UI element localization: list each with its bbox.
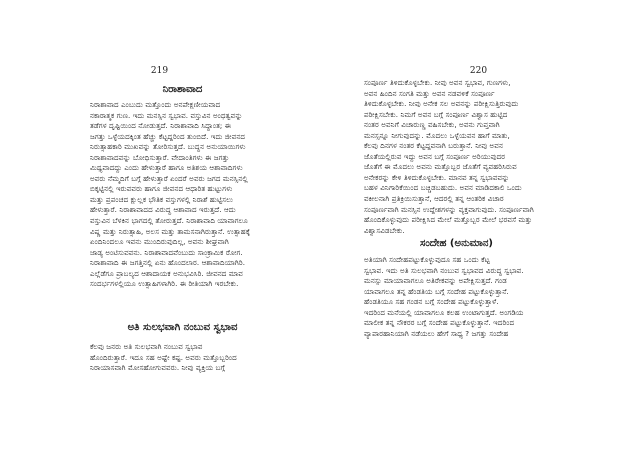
text-line: ಜಾಡ್ಯ ಅಂಟಿಸುವವನು. ನಿರಾಶಾವಾದವೆಂಬುದು ಸಾಂಕ್ರಾಮಿಕ ರೋಗ. xyxy=(90,247,243,257)
paragraph xyxy=(90,342,275,374)
page-number: 220 xyxy=(469,66,488,76)
text-line: ಸಂದರ್ಭಗಳಲ್ಲಿಯೂ ಉತ್ಸಾಹಿಗಳಾಗಿರಿ. ಈ ರೀತಿಯಾಗಿ ಇರಬೇಕು. xyxy=(90,279,239,289)
text-line: ಸ್ವಭಾವ. ಇದು ಅತಿ ಸುಲಭವಾಗಿ ನಂಬುವ ಸ್ವಭಾವದ ವಿರುದ್ಧ ಸ್ವಭಾವ. xyxy=(364,265,524,275)
text-line: ಸಂಪೂರ್ಣ ತಿಳಿದುಕೊಳ್ಳಬೇಕು. ನೀವು ಅವನ ಸ್ವಭಾವ, ಗುಣಗಳು, xyxy=(364,78,511,87)
text-line: ನಿರಾಶಾವಾದವನ್ನು ಬೋಧಿಸುತ್ತಾರೆ. ವೇದಾಂತಿಗಳು ಈ ಜಗತ್ತು xyxy=(90,152,230,162)
text-line: ನಂತರ ಅವನಿಗೆ ವಿಚಾರುಣ್ಣ ವಹಿಸಬೇಕು, ಅವನು ಗುಪ್ತವಾಗಿ xyxy=(364,120,500,130)
text-line: ಯಾವಾಗಲೂ ತನ್ನ ಹೆಂಡತಿಯ ಬಗ್ಗೆ ಸಂದೇಹ ಪಟ್ಟುಕೊಳ್ಳುತ್ತಾನೆ. xyxy=(364,286,509,296)
text-line: ಹೆಂಡತಿಯೂ ಸಹ ಗಂಡನ ಬಗ್ಗೆ ಸಂದೇಹ ಪಟ್ಟುಕೊಳ್ಳುತ್ತಾಳೆ. xyxy=(364,297,499,307)
text-line: ಇದರಿಂದ ಮನೆಯಲ್ಲಿ ಯಾವಾಗಲೂ ಕಲಹ ಉಂಟಾಗುತ್ತದೆ. ಅಂಗಡಿಯ xyxy=(364,307,524,317)
text-line: ಕೆಲವು ದಿನಗಳ ನಂತರ ಕೆಟ್ಟದ್ದವನಾಗಿ ಬರುತ್ತಾನೆ. ನೀವು ಅವನ xyxy=(364,141,504,151)
text-line: ಬಿಕ್ಕಟ್ಟಿನಲ್ಲಿ ಇರುವವರು ಹಾಗೂ ಜೀವನದ ಆಧಾರಿತ ಹುಟ್ಟುಗಳು xyxy=(90,184,233,194)
text-line: ಪರೀಕ್ಷಿಸಬೇಕು. ನಿಮಗೆ ಅವನ ಬಗ್ಗೆ ಸಂಪೂರ್ಣ ವಿಶ್ವಾಸ ಹುಟ್ಟಿದ xyxy=(364,109,508,119)
text-line: ವ್ಯಾಪಾರಹಾನಿಯಾಗಿ ನಡೆಯಲು ಹೇಗೆ ಸಾಧ್ಯ ? ಜಗತ್ತು ಸಂದೇಹ xyxy=(364,328,509,338)
text-line: ಅತಿಯಾಗಿ ಸಂದೇಹಪಟ್ಟುಕೊಳ್ಳುವುದೂ ಸಹ ಒಂದು ಕೆಟ್ಟ xyxy=(364,255,490,264)
text-line: ಮತ್ತು ಪ್ರಪಂಚದ ಕ್ಷುಲ್ಲಕ ಭೌತಿಕ ವಸ್ತುಗಳಲ್ಲಿ ನಿರಾಶೆ ಹುಟ್ಟಿಸಲು xyxy=(90,194,234,204)
section-subheading: ಅತಿ ಸುಲಭವಾಗಿ ನಂಬುವ ಸ್ವಭಾವ xyxy=(127,322,238,333)
text-line: ಕೆಲವು ಜನರು ಅತಿ ಸುಲಭವಾಗಿ ನಂಬುವ ಸ್ವಭಾವ xyxy=(90,342,203,351)
text-line: ಬಹಳ ವಿನಿಗಾರಿಕೆಯಿಂದ ಬಚ್ಚಿಡಬಹುದು. ಅವನ ಮಾಡಿದಕಾಲಿ ಒಂದು xyxy=(364,183,522,193)
text-line: ಜಗತ್ತು ಒಳ್ಳೆಯದಕ್ಕಿಂತ ಹೆಚ್ಚು ಕೆಟ್ಟದ್ದರಿಂದ ತುಂಬಿದೆ. ಇದು ಜೀವನದ xyxy=(90,131,246,141)
text-line: ತಡೆಗಳ ದೃಷ್ಟಿಯಿಂದ ನೋಡುತ್ತದೆ. ನಿರಾಶಾವಾದಿ ಸಿದ್ಧಾಂತ; ಈ xyxy=(90,121,232,131)
text-line: ವಸ್ತುವಿನ ಬೆಳಕಿನ ಭಾಗದಲ್ಲಿ ತೋರುತ್ತದೆ. ನಿರಾಶಾವಾದಿ ಯಾವಾಗಲೂ xyxy=(90,216,248,226)
section-heading: ಸಂದೇಹ (ಅನುಮಾನ) xyxy=(420,238,493,249)
text-line: ಅವನ ಹಿಂದಿನ ಸಂಗತಿ ಮತ್ತು ಅವನ ನಡವಳಿಕೆ ಸಂಪೂರ್ಣ xyxy=(364,88,495,98)
text-line: ಹೊಂದಿಕೊಳ್ಳುವುದು ಪರೀಕ್ಷಿಸಿದ ಮೇಲೆ ಮತ್ತೊಬ್ಬರ ಮೇಲೆ ಭರವಸೆ ಮತ್ತು xyxy=(364,215,533,225)
text-line: ವಕೀಲನಾಗಿ ಪ್ರತಿಕ್ರಿಯಿಸುತ್ತಾನೆ, ಆದರಲ್ಲಿ ತನ್ನ ಆಂತರಿಕ ವಿಚಾರ xyxy=(364,194,504,204)
text-line: ಎಲ್ಲೆಡೆಗೂ ಪ್ರಾಬಲ್ಯದ ಆಶಾದಾಯಕ ಅನುಭವಿಸಿರಿ. ಜೀವನದ ಮಾವ xyxy=(90,268,243,278)
paragraph xyxy=(90,100,275,290)
right-page xyxy=(319,0,638,452)
text-line: ವಿಷ್ಣ ಮತ್ತು ನಿರುತ್ಸಾಹಿ, ಅಲಸ ಮತ್ತು ತಾಮಸನಾಗಿರುತ್ತಾನೆ. ಉತ್ಸಾಹಕ್ಕೆ xyxy=(90,226,251,236)
text-line: ಅನೇಕರನ್ನು ಕೇಳಿ ತಿಳಿದುಕೊಳ್ಳಬೇಕು. ಮಾನವ ತನ್ನ ಸ್ವಭಾವವನ್ನು xyxy=(364,172,510,182)
text-line: ನಿರಾಶಾವಾದ ಎಂಬುದು ಮತ್ತೊಂದು ಅನಪೇಕ್ಷಣೀಯವಾದ xyxy=(90,100,221,109)
text-line: ಏಂದಿನಿಂದಲೂ ಇವನು ಮುಂದಿರುವುದಿಲ್ಲ, ಅವನು ಶೀಘ್ರವಾಗಿ xyxy=(90,237,229,247)
text-line: ಮನಸ್ಸನ್ನೂ ನೀಗುವುದನ್ನು. ಮೊದಲು ಒಳ್ಳೆಯವನ ಹಾಗೆ ಮಾತು, xyxy=(364,130,510,140)
text-line: ನಿರಾಶಾವಾದಿ ಈ ಜಗತ್ತಿನಲ್ಲಿ ಏನು ಹೊಂದಲಾರ. ಆಶಾವಾದಿಯಾಗಿರಿ. xyxy=(90,258,246,268)
text-line: ಜೊತೆಯಲ್ಲಿರುವ ಇದ್ದು ಅವನ ಬಗ್ಗೆ ಸಂಪೂರ್ಣ ಅರಿಯುವುದರ xyxy=(364,151,506,161)
text-line: ತಿಳಿದುಕೊಳ್ಳಬೇಕು. ನೀವು ಅನೇಕ ಸಲ ಅವನನ್ನು ಪರೀಕ್ಷಿಸುತ್ತಿರುವುದು xyxy=(364,99,519,109)
paragraph xyxy=(364,255,549,339)
text-line: ನಕಾರಾತ್ಮಕ ಗುಣ. ಇದು ಮನಸ್ಸಿನ ಸ್ವಭಾವ. ವಸ್ತುವಿನ ಅಂಧತ್ವವನ್ನು xyxy=(90,110,243,120)
text-line: ಹೇಳುತ್ತಾರೆ. ನಿರಾಶಾವಾದದ ವಿರುದ್ಧ ಆಶಾವಾದ ಇರುತ್ತದೆ. ಆದು xyxy=(90,205,236,215)
text-line: ಸಂಪೂರ್ಣವಾಗಿ ಮನಸ್ಸಿನ ಉದ್ದೇಶಗಳನ್ನು ವ್ಯಕ್ತವಾಗುವುದು. ಸಂಪೂರ್ಣವಾಗಿ xyxy=(364,204,534,214)
paragraph xyxy=(364,78,549,236)
text-line: ಮಿಥ್ಯವಾದದ್ದು ಎಂದು ಹೇಳುತ್ತಾರೆ ಹಾಗೂ ಅತಿಶಯ ಆಶಾವಾದಿಗಳು xyxy=(90,163,243,173)
text-line: ಮಾಲೀಕ ತನ್ನ ನೌಕರರ ಬಗ್ಗೆ ಸಂದೇಹ ಪಟ್ಟುಕೊಳ್ಳುತ್ತಾನೆ. ಇದರಿಂದ xyxy=(364,318,515,328)
text-line: ನಿರುತ್ಸಾಹಕಾರಿ ಮುಖವನ್ನು ತೋರಿಸುತ್ತದೆ. ಬುದ್ಧನ ಅನುಯಾಯಿಗಳು xyxy=(90,142,246,152)
text-line: ಮನಸ್ಸು ಮಾಯಾವಾಗಲೂ ಅತಿರೇಕವನ್ನು ಅಪೇಕ್ಷಿಸುತ್ತದೆ. ಗಂಡ xyxy=(364,276,507,286)
section-heading: ನಿರಾಶಾವಾದ xyxy=(162,84,203,95)
text-line: ಅವರು ನೆಮ್ಮದಿಗೆ ಬಗ್ಗೆ ಹೇಳುತ್ತಾರೆ ಏಂದರೆ ಅವರು ಜಗದ ಮನಸ್ಸಿನಲ್ಲಿ xyxy=(90,173,248,183)
text-line: ಹೊಂದಿರುತ್ತಾರೆ. ಇದೂ ಸಹ ಅಷ್ಟೇ ಕಷ್ಟ. ಅವರು ಮತ್ತೊಬ್ಬರಿಂದ xyxy=(90,352,237,362)
text-line: ಜೊತೆಗೆ ಈ ಮೊದಲು ಅವನು ಮತ್ತೊಬ್ಬರ ಜೊತೆಗೆ ವ್ಯವಹರಿಸಿರುವ xyxy=(364,162,517,172)
text-line: ನಿರಾಯಾಸವಾಗಿ ಮೋಸಹೋಗುವವರು. ನೀವು ವ್ಯಕ್ತಿಯ ಬಗ್ಗೆ xyxy=(90,363,226,373)
page-number: 219 xyxy=(150,66,169,76)
text-line: ವಿಶ್ವಾಸವಿಡಬೇಕು. xyxy=(364,225,405,235)
